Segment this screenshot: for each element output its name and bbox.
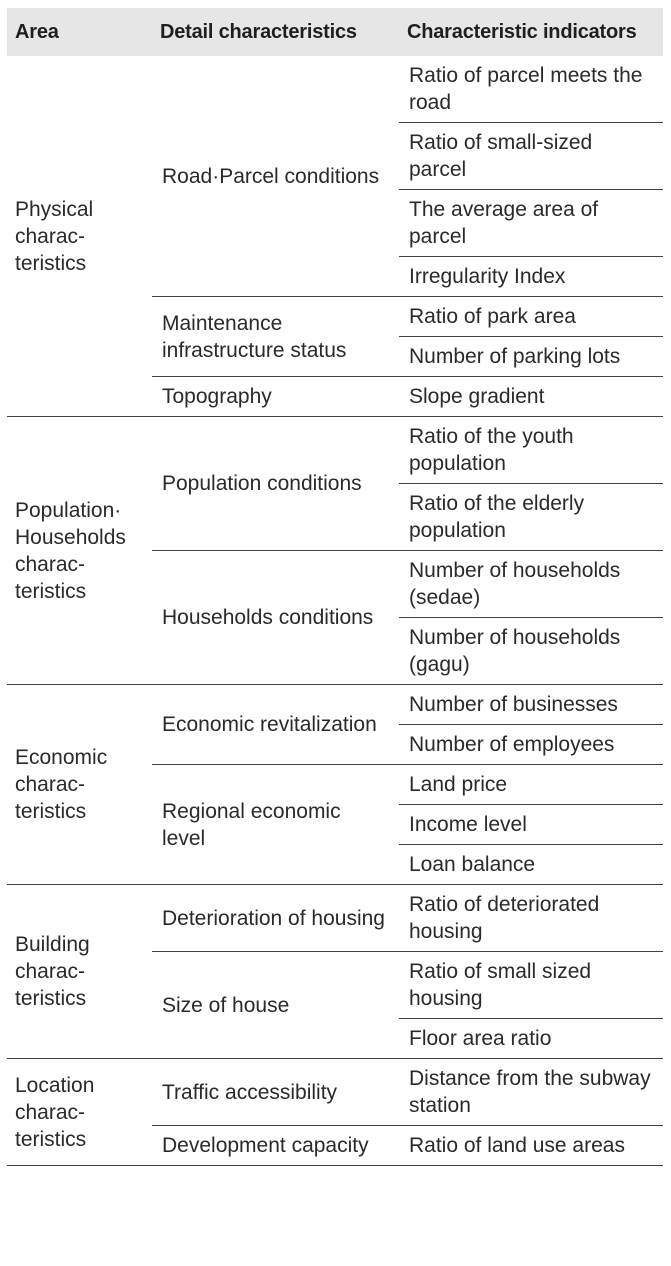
indicator-cell: Distance from the subway station [399, 1059, 663, 1126]
indicator-cell: Ratio of land use areas [399, 1126, 663, 1166]
detail-cell-topography: Topography [152, 377, 399, 417]
header-detail-characteristics: Detail characteristics [152, 8, 399, 56]
table-row [7, 417, 663, 484]
header-characteristic-indicators: Characteristic indicators [399, 8, 663, 56]
indicator-cell: Number of households (sedae) [399, 551, 663, 618]
detail-cell-regional-economic-level: Regional economic level [152, 765, 399, 885]
table-header [7, 8, 663, 56]
detail-cell-population-conditions: Population conditions [152, 417, 399, 551]
indicator-cell: Slope gradient [399, 377, 663, 417]
header-row [7, 8, 663, 56]
indicator-cell: Number of households (gagu) [399, 618, 663, 685]
detail-cell-deterioration: Deterioration of housing [152, 885, 399, 952]
indicator-cell: Number of businesses [399, 685, 663, 725]
header-area: Area [7, 8, 152, 56]
area-cell-economic: Economic charac-teristics [7, 685, 152, 885]
indicator-cell: Land price [399, 765, 663, 805]
table-row [7, 885, 663, 952]
indicator-cell: Loan balance [399, 845, 663, 885]
indicator-cell: Income level [399, 805, 663, 845]
indicator-cell: Ratio of the elderly population [399, 484, 663, 551]
table-row [7, 56, 663, 123]
detail-cell-road-parcel: Road·Parcel conditions [152, 56, 399, 297]
area-cell-population: Population· Households charac-teristics [7, 417, 152, 685]
indicator-cell: Floor area ratio [399, 1019, 663, 1059]
detail-cell-traffic-accessibility: Traffic accessibility [152, 1059, 399, 1126]
table-row [7, 1059, 663, 1126]
indicator-cell: Ratio of parcel meets the road [399, 56, 663, 123]
area-cell-location: Location charac-teristics [7, 1059, 152, 1166]
indicator-cell: Irregularity Index [399, 257, 663, 297]
detail-cell-development-capacity: Development capacity [152, 1126, 399, 1166]
indicator-cell: Ratio of deteriorated housing [399, 885, 663, 952]
detail-cell-households-conditions: Households conditions [152, 551, 399, 685]
indicator-cell: Ratio of small sized housing [399, 952, 663, 1019]
indicator-cell: The average area of parcel [399, 190, 663, 257]
area-cell-physical: Physical charac-teristics [7, 56, 152, 417]
indicator-cell: Number of employees [399, 725, 663, 765]
detail-cell-economic-revitalization: Economic revitalization [152, 685, 399, 765]
indicator-cell: Ratio of park area [399, 297, 663, 337]
table-row [7, 685, 663, 725]
table-body [7, 56, 663, 1166]
detail-cell-maintenance: Maintenance infrastructure status [152, 297, 399, 377]
indicator-cell: Ratio of the youth population [399, 417, 663, 484]
indicator-cell: Number of parking lots [399, 337, 663, 377]
detail-cell-size-of-house: Size of house [152, 952, 399, 1059]
indicator-cell: Ratio of small-sized parcel [399, 123, 663, 190]
characteristics-table [7, 8, 663, 1166]
area-cell-building: Building charac-teristics [7, 885, 152, 1059]
